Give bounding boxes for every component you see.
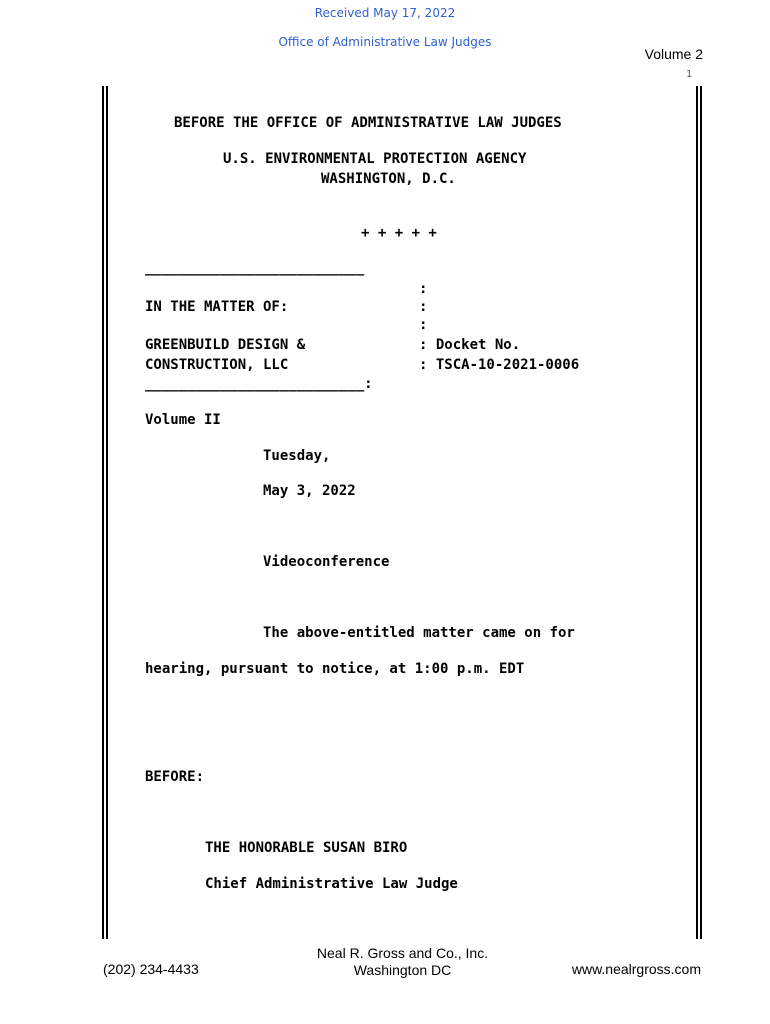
tribunal-heading: BEFORE THE OFFICE OF ADMINISTRATIVE LAW JUDGES [174, 115, 562, 131]
caption-bottom-line: __________________________: [145, 376, 373, 392]
docket-label: : Docket No. [419, 337, 521, 353]
city-heading: WASHINGTON, D.C. [321, 171, 456, 187]
caption-colon: : [419, 317, 428, 333]
notice-line-1: The above-entitled matter came on for [263, 625, 575, 641]
office-stamp: Office of Administrative Law Judges [278, 35, 492, 49]
volume-label: Volume 2 [644, 46, 703, 62]
party-name-line1: GREENBUILD DESIGN & [145, 337, 306, 353]
footer-city: Washington DC [353, 962, 452, 978]
party-name-line2: CONSTRUCTION, LLC [145, 357, 289, 373]
volume-roman: Volume II [145, 412, 221, 428]
judge-title: Chief Administrative Law Judge [205, 876, 458, 892]
footer-company: Neal R. Gross and Co., Inc. [316, 945, 489, 961]
hearing-date: May 3, 2022 [263, 483, 356, 499]
left-margin-rule-outer [102, 86, 104, 939]
caption-top-line: __________________________ [145, 260, 365, 276]
footer-website: www.nealrgross.com [571, 961, 701, 977]
received-stamp: Received May 17, 2022 [314, 6, 456, 20]
notice-line-2: hearing, pursuant to notice, at 1:00 p.m. EDT [145, 661, 525, 677]
separator: + + + + + [361, 225, 437, 241]
hearing-format: Videoconference [263, 554, 390, 570]
hearing-day: Tuesday, [263, 448, 331, 464]
matter-of-label: IN THE MATTER OF: [145, 299, 289, 315]
before-label: BEFORE: [145, 769, 205, 785]
docket-number: : TSCA-10-2021-0006 [419, 357, 580, 373]
right-margin-rule-outer [700, 86, 702, 939]
judge-name: THE HONORABLE SUSAN BIRO [205, 840, 408, 856]
agency-heading: U.S. ENVIRONMENTAL PROTECTION AGENCY [223, 151, 527, 167]
caption-colon: : [419, 281, 428, 297]
page-number: 1 [686, 69, 693, 80]
caption-colon: : [419, 299, 428, 315]
footer-phone: (202) 234-4433 [103, 961, 199, 977]
left-margin-rule-inner [106, 86, 108, 939]
right-margin-rule-inner [696, 86, 698, 939]
